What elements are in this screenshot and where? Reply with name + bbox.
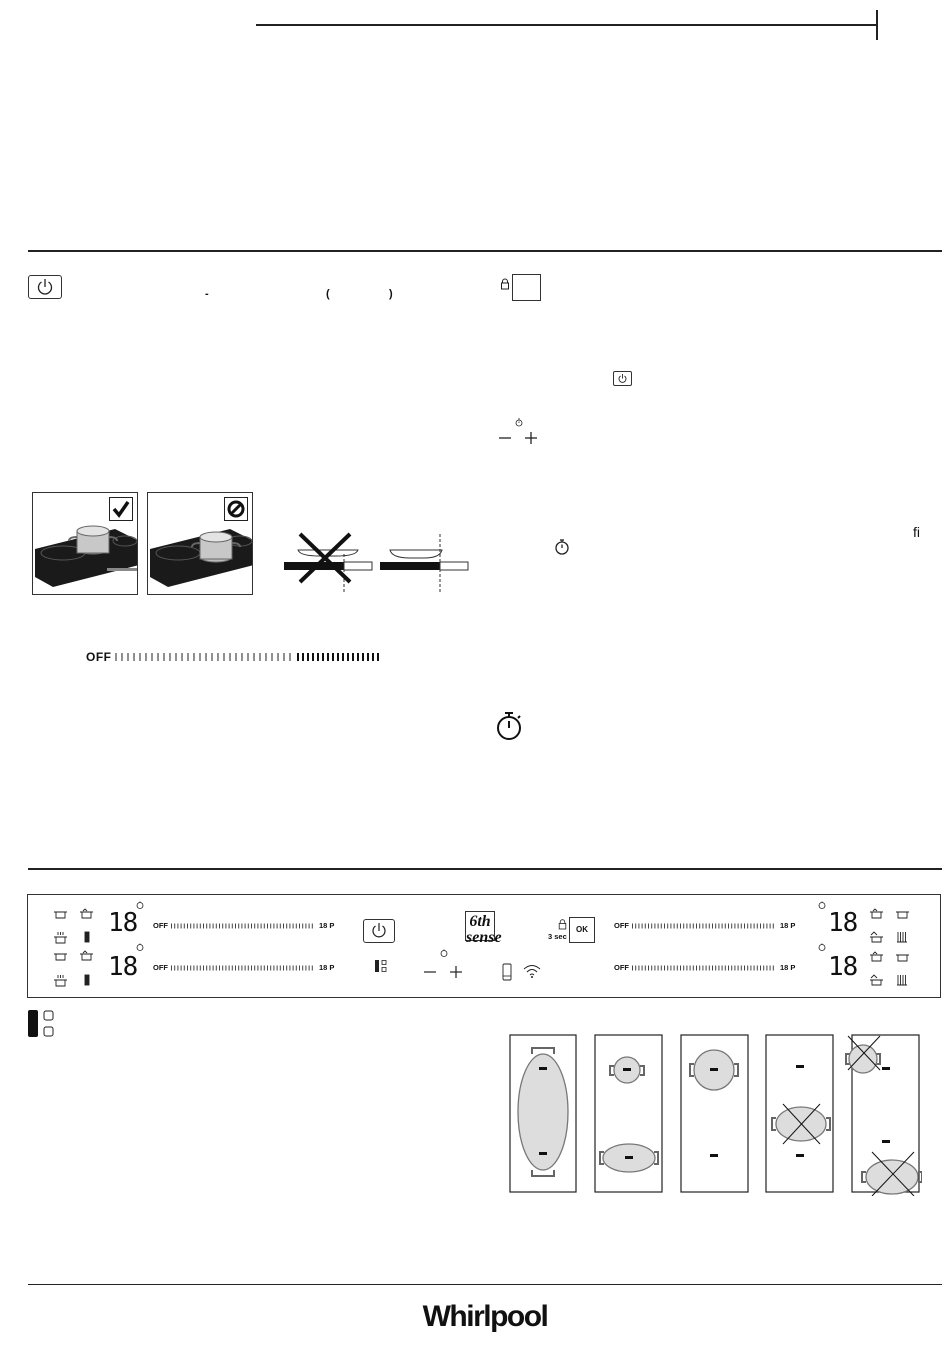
scale-ticks [114, 652, 380, 662]
zone-timer-icon [818, 901, 826, 909]
zone-display-front-left: 18 [108, 908, 138, 938]
power-button-small-illustration [613, 371, 632, 386]
incorrect-pan-position [284, 534, 372, 592]
lock-small-icon [558, 919, 567, 930]
pot-offcenter-illustration [147, 492, 253, 595]
slider-ticks [171, 964, 315, 972]
slider-ticks [632, 964, 776, 972]
zone-timer-icon [136, 901, 144, 909]
control-panel [27, 894, 941, 998]
sixth-sense-button[interactable] [465, 911, 502, 946]
slider-ticks [171, 922, 315, 930]
timer-minus-button[interactable] [422, 965, 438, 979]
slider-off-label: OFF [614, 963, 629, 972]
whirlpool-logo [400, 1300, 570, 1340]
section-divider-middle [28, 868, 942, 870]
ok-label: OK [576, 925, 588, 934]
wifi-icon [522, 963, 542, 979]
zone-timer-icon [818, 943, 826, 951]
text-fragment-dash: - [205, 288, 209, 300]
left-function-icons [53, 907, 103, 989]
timer-small-icon [440, 949, 448, 957]
zone-slider-rear-left[interactable] [153, 963, 343, 975]
right-function-icons [868, 907, 918, 989]
placement-incorrect-edges [846, 1035, 922, 1196]
power-icon-small [614, 372, 631, 385]
slider-max-label: 18 P [319, 963, 335, 972]
power-level-scale [86, 650, 386, 664]
zone-display-rear-left: 18 [108, 952, 138, 982]
placement-incorrect-center [766, 1035, 833, 1192]
text-fragment-fi: fi [913, 524, 920, 540]
pan-overhang-diagram [280, 530, 472, 592]
correct-pan-position [380, 534, 468, 592]
slider-off-label: OFF [614, 921, 629, 930]
text-fragment-paren-open: ( [326, 288, 330, 300]
zone-slider-rear-right[interactable] [614, 963, 804, 975]
prohibited-icon [224, 497, 248, 521]
lock-hold-label: 3 sec [548, 932, 567, 941]
zone-display-rear-right: 18 [828, 952, 858, 982]
bridge-zone-large-icon [27, 1009, 57, 1039]
lock-icon [500, 278, 510, 290]
bridge-zone-icon[interactable] [374, 959, 388, 973]
pan-placement-diagrams [508, 1030, 922, 1196]
header-rule-tick [876, 10, 878, 40]
zone-slider-front-right[interactable] [614, 921, 804, 933]
placement-two-pans [595, 1035, 662, 1192]
smartphone-icon [502, 963, 512, 981]
timer-minus-plus-icon [497, 416, 541, 446]
placement-single-pan [681, 1035, 748, 1192]
section-divider-top [28, 250, 942, 252]
slider-off-label: OFF [153, 921, 168, 930]
power-icon [364, 920, 394, 942]
pot-centered-illustration [32, 492, 138, 595]
text-fragment-paren-close: ) [389, 288, 393, 300]
power-icon [29, 276, 61, 298]
zone-display-front-right: 18 [828, 908, 858, 938]
scale-off-label: OFF [86, 650, 112, 664]
zone-slider-front-left[interactable] [153, 921, 343, 933]
footer-rule [28, 1284, 942, 1285]
slider-ticks [632, 922, 776, 930]
power-button[interactable] [363, 919, 395, 943]
placement-bridge-oval [510, 1035, 576, 1192]
ok-lock-button[interactable] [569, 917, 595, 943]
slider-max-label: 18 P [780, 921, 796, 930]
header-rule [256, 24, 876, 26]
brand-logo-text: Whirlpool [422, 1300, 548, 1333]
power-button-illustration [28, 275, 62, 299]
slider-max-label: 18 P [319, 921, 335, 930]
slider-off-label: OFF [153, 963, 168, 972]
correct-check-icon [109, 497, 133, 521]
timer-icon [554, 538, 570, 556]
zone-timer-icon [136, 943, 144, 951]
timer-large-icon [496, 710, 524, 742]
timer-plus-button[interactable] [448, 965, 464, 979]
lock-button-illustration [512, 274, 541, 301]
slider-max-label: 18 P [780, 963, 796, 972]
sixth-sense-label: 6th sense [466, 913, 502, 946]
